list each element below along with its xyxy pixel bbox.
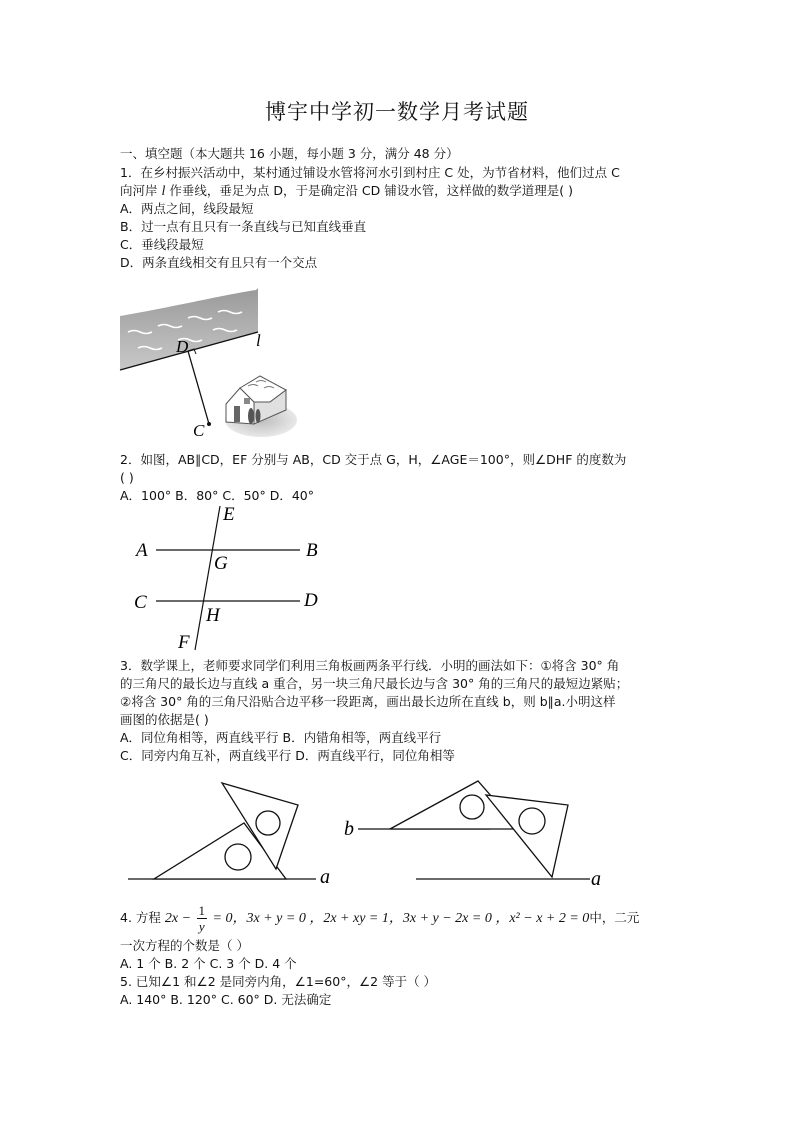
label-a: A (136, 540, 148, 561)
label-d: D (176, 337, 189, 356)
label-h: H (206, 605, 220, 626)
q4-equations: ，3x + y = 0 ，2x + xy = 1，3x + y − 2x = 0 ，x² − x + 2 = 0 (232, 911, 590, 926)
q3-line2: 的三角尺的最长边与直线 a 重合，另一块三角尺最长边与含 30° 角的三角尺的最短边紧贴； (120, 676, 629, 691)
q4-eq1-a: 2x − (164, 911, 195, 926)
q3-option-ab: A．同位角相等，两直线平行 B．内错角相等，两直线平行 (120, 730, 442, 745)
triangle-45-right (486, 795, 568, 877)
q4-line1 (120, 900, 639, 937)
q2-line2: ( ) (120, 470, 134, 485)
point-c (207, 422, 211, 426)
q3-line4: 画图的依据是( ) (120, 712, 209, 727)
q1-option-a: A．两点之间，线段最短 (120, 201, 254, 216)
label-a-right: a (591, 868, 601, 890)
q3-set-squares-figure (120, 775, 610, 893)
label-l: l (256, 331, 261, 350)
q1-river-figure (118, 282, 308, 444)
q2-line1: 2．如图，AB∥CD，EF 分别与 AB，CD 交于点 G，H，∠AGE＝100°，则∠DHF 的度数为 (120, 452, 627, 467)
river (120, 288, 258, 370)
q4-frac-num: 1 (198, 903, 206, 918)
q2-parallel-lines-figure (130, 500, 330, 655)
label-c: C (193, 421, 205, 440)
q4-line2: 一次方程的个数是（ ） (120, 938, 249, 953)
q4-suffix: 中，二元 (589, 910, 640, 925)
label-b: b (344, 818, 354, 840)
q1-line2 (120, 182, 573, 201)
q1-line2-l: l (161, 184, 166, 199)
q1-line2-b: 作垂线，垂足为点 D，于是确定沿 CD 铺设水管，这样做的数学道理是( ) (165, 183, 573, 198)
section-heading: 一、填空题（本大题共 16 小题，每小题 3 分，满分 48 分） (120, 146, 459, 161)
q3-line1: 3．数学课上，老师要求同学们利用三角板画两条平行线．小明的画法如下：①将含 30° 角 (120, 658, 620, 673)
q1-option-d: D．两条直线相交有且只有一个交点 (120, 255, 318, 270)
q1-option-c: C．垂线段最短 (120, 237, 204, 252)
q1-line1: 1．在乡村振兴活动中，某村通过铺设水管将河水引到村庄 C 处，为节省材料，他们过点 C (120, 165, 620, 180)
label-e: E (223, 504, 235, 525)
q5-line1: 5. 已知∠1 和∠2 是同旁内角，∠1=60°，∠2 等于（ ） (120, 974, 437, 989)
q5-options: A. 140° B. 120° C. 60° D. 无法确定 (120, 992, 332, 1007)
q1-line2-a: 向河岸 (120, 183, 162, 198)
label-c: C (134, 592, 147, 613)
line-ef (195, 506, 220, 650)
q4-fraction (197, 903, 208, 934)
q1-option-b: B．过一点有且只有一条直线与已知直线垂直 (120, 219, 367, 234)
label-d: D (304, 590, 318, 611)
q4-options: A. 1 个 B. 2 个 C. 3 个 D. 4 个 (120, 956, 297, 971)
segment-cd (188, 351, 209, 424)
exam-title: 博宇中学初一数学月考试题 (265, 100, 529, 124)
label-a-left: a (320, 866, 330, 888)
q4-eq1-b: = 0 (209, 911, 233, 926)
q4-prefix: 4. 方程 (120, 910, 165, 925)
q2-options: A．100° B．80° C．50° D．40° (120, 488, 314, 503)
label-b: B (306, 540, 318, 561)
label-f: F (178, 632, 190, 653)
q3-line3: ②将含 30° 角的三角尺沿贴合边平移一段距离，画出最长边所在直线 b，则 b∥a.小明这样 (120, 694, 616, 709)
q4-frac-den: y (198, 919, 205, 934)
label-g: G (214, 553, 228, 574)
q3-option-cd: C．同旁内角互补，两直线平行 D．两直线平行，同位角相等 (120, 748, 455, 763)
